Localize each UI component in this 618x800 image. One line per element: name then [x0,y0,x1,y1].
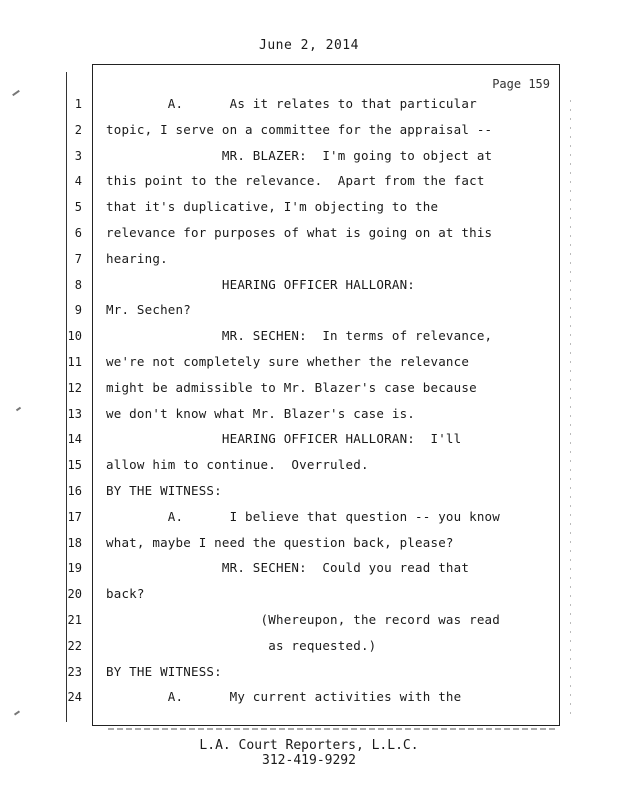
line-number: 12 [67,380,82,395]
line-number: 24 [67,690,82,705]
footer [0,738,618,768]
line-number: 4 [74,174,82,189]
line-number: 14 [67,432,82,447]
transcript-line [0,195,618,221]
line-number: 9 [74,303,82,318]
transcript-line [0,685,618,711]
transcript-line [0,273,618,299]
footer-phone: 312-419-9292 [262,753,356,768]
line-text: we don't know what Mr. Blazer's case is. [106,405,416,421]
transcript-line [0,582,618,608]
transcript-line [0,247,618,273]
transcript-line [0,118,618,144]
line-text: BY THE WITNESS: [106,483,222,498]
line-text: back? [106,586,145,602]
transcript-line [0,427,618,453]
line-number: 3 [74,148,82,163]
line-number: 8 [74,277,82,292]
line-number: 15 [67,458,82,473]
line-number: 22 [67,638,82,653]
line-text: might be admissible to Mr. Blazer's case because [106,379,477,395]
line-text: what, maybe I need the question back, please? [106,534,454,550]
line-number: 2 [74,122,82,137]
transcript-line [0,298,618,324]
line-text: BY THE WITNESS: [106,663,222,679]
header-date: June 2, 2014 [259,38,359,53]
transcript-line [0,608,618,634]
line-number: 20 [67,587,82,602]
transcript-line [0,324,618,350]
line-text: this point to the relevance. Apart from the fact [106,173,485,189]
transcript-line [0,634,618,660]
line-number: 23 [67,664,82,679]
line-text: A. I believe that question -- you know [106,508,501,524]
line-text: we're not completely sure whether the relevance [106,354,470,369]
line-number: 10 [67,329,82,344]
line-text: A. My current activities with the [106,689,462,705]
bottom-rule [108,728,556,730]
line-number: 18 [67,535,82,550]
line-number: 21 [67,613,82,627]
line-number: 7 [74,251,82,266]
line-text: A. As it relates to that particular [106,96,477,111]
transcript-line [0,144,618,170]
line-number: 1 [74,97,82,111]
line-text: (Whereupon, the record was read [106,612,501,627]
line-text: allow him to continue. Overruled. [106,457,369,473]
transcript-line [0,376,618,402]
line-text: topic, I serve on a committee for the appraisal -- [106,121,493,137]
line-text: HEARING OFFICER HALLORAN: [106,276,416,292]
line-number: 17 [67,509,82,524]
transcript-line [0,660,618,686]
line-text: Mr. Sechen? [106,302,191,318]
transcript-line [0,350,618,376]
line-text: hearing. [106,250,168,266]
line-number: 16 [67,484,82,498]
transcript-line [0,505,618,531]
line-text: relevance for purposes of what is going on at this [106,225,493,240]
line-text: MR. BLAZER: I'm going to object at [106,147,493,163]
transcript-line [0,556,618,582]
line-number: 5 [74,200,82,215]
page-number: Page 159 [492,77,550,91]
line-text: that it's duplicative, I'm objecting to the [106,199,439,215]
line-number: 11 [67,355,82,369]
line-number: 19 [67,561,82,576]
transcript-line [0,531,618,557]
line-number: 6 [74,226,82,240]
transcript-line [0,221,618,247]
line-text: as requested.) [106,637,377,653]
transcript-line [0,169,618,195]
transcript-line [0,402,618,428]
transcript-line [0,479,618,505]
transcript-line [0,92,618,118]
footer-company: L.A. Court Reporters, L.L.C. [199,738,419,753]
line-text: HEARING OFFICER HALLORAN: I'll [106,431,462,447]
transcript-line [0,453,618,479]
line-number: 13 [67,406,82,421]
line-text: MR. SECHEN: In terms of relevance, [106,328,493,344]
line-text: MR. SECHEN: Could you read that [106,560,470,576]
